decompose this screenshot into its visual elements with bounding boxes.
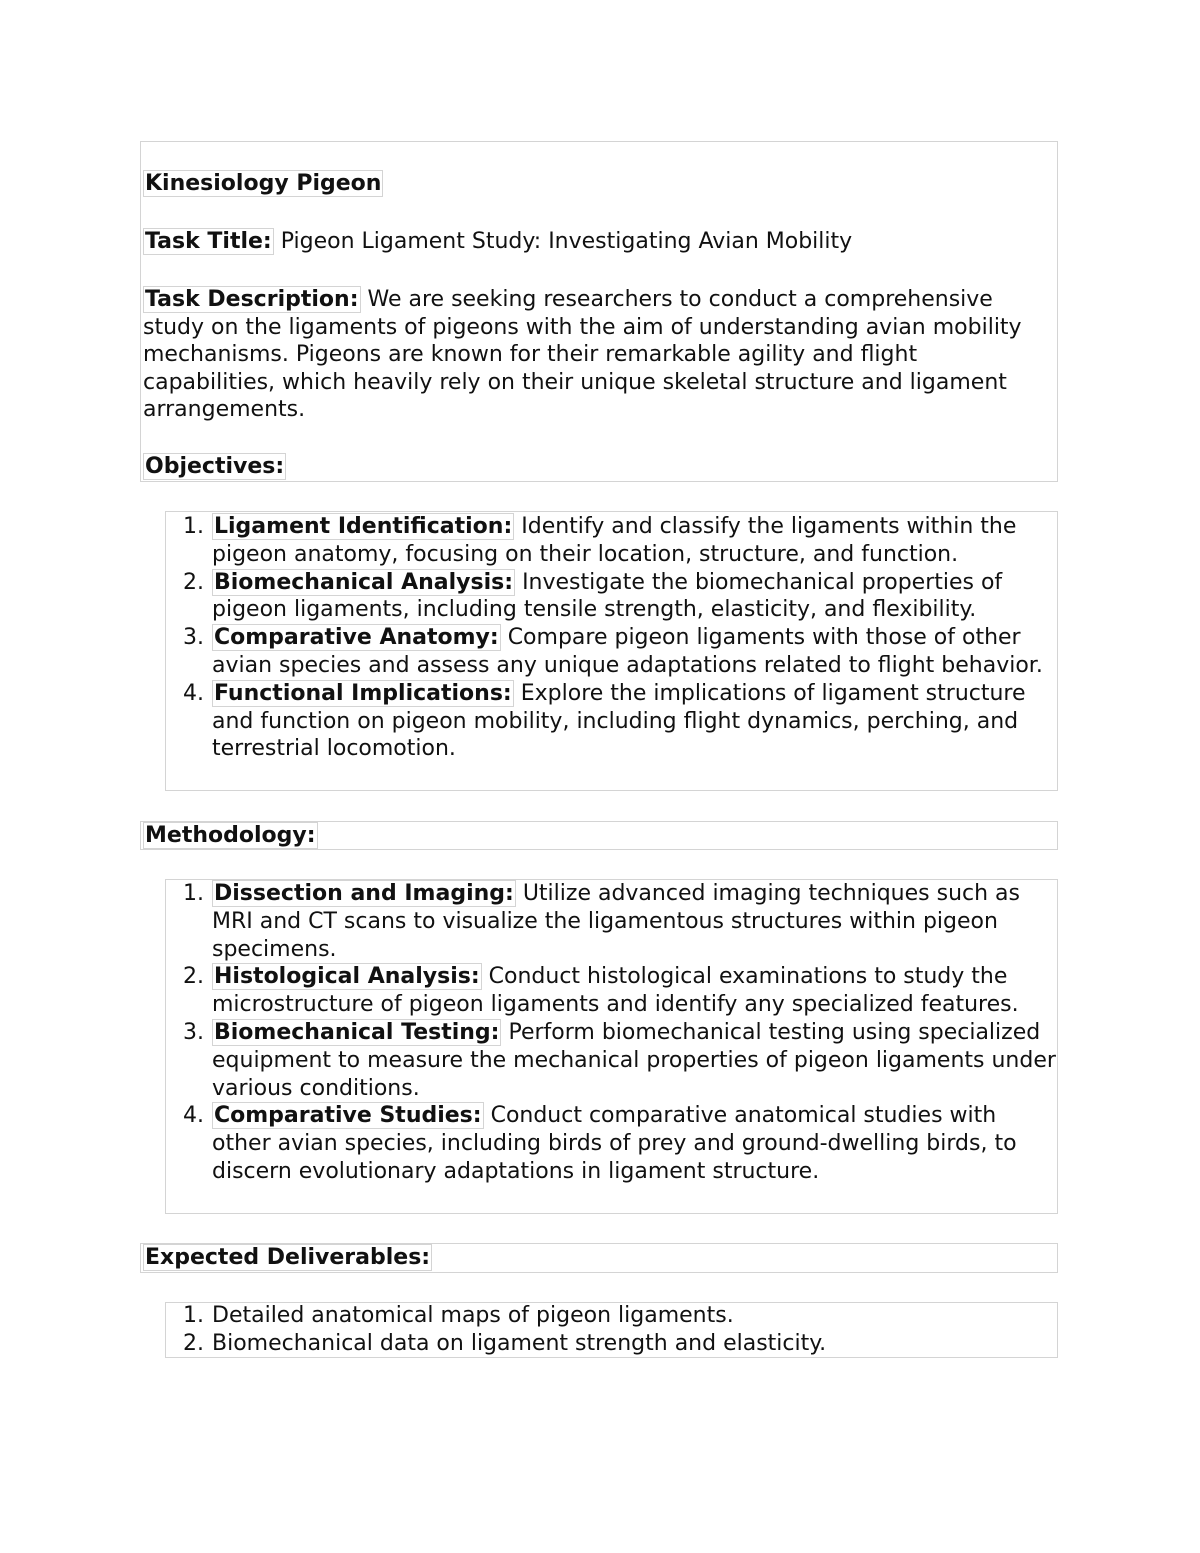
methodology-item [183, 1019, 1058, 1102]
methodology-text: Conduct histological examinations to study the microstructure of pigeon ligaments and identify any specialized features. [212, 964, 1019, 1018]
list-number: 2. [183, 569, 204, 595]
task-title-label: Task Title: [145, 229, 272, 254]
methodology-item [183, 880, 1058, 963]
methodology-item [183, 963, 1058, 1019]
list-number: 1. [183, 1303, 204, 1328]
objective-text: Explore the implications of ligament structure and function on pigeon mobility, including flight dynamics, perching, and terrestrial locomotion. [212, 680, 1026, 762]
objective-label: Biomechanical Analysis: [214, 569, 514, 595]
objective-item [183, 624, 1058, 680]
deliverables-list [165, 1302, 1058, 1358]
document-title-text: Kinesiology Pigeon [145, 171, 382, 196]
methodology-heading [143, 822, 1055, 850]
deliverable-item [183, 1302, 1058, 1330]
task-title-line [143, 228, 1055, 256]
objectives-list [165, 513, 1058, 763]
list-number: 4. [183, 1103, 204, 1129]
methodology-text: Conduct comparative anatomical studies with other avian species, including birds of prey and ground-dwelling birds, to discern evolutionary adaptations in ligament structure. [212, 1103, 1017, 1184]
deliverable-item [183, 1330, 1058, 1358]
objectives-heading [143, 453, 1055, 481]
list-number: 1. [183, 514, 204, 539]
objective-text: Identify and classify the ligaments within the pigeon anatomy, focusing on their location, structure, and function. [212, 514, 1017, 567]
task-description-label: Task Description: [145, 287, 359, 312]
objectives-heading-text: Objectives: [145, 454, 285, 479]
task-description [143, 286, 1055, 424]
methodology-heading-text: Methodology: [145, 823, 316, 848]
methodology-label: Biomechanical Testing: [214, 1019, 500, 1045]
deliverables-heading [143, 1244, 1055, 1272]
list-number: 3. [183, 1019, 204, 1045]
list-number: 2. [183, 964, 204, 990]
methodology-label: Dissection and Imaging: [214, 881, 514, 906]
task-description-text: We are seeking researchers to conduct a comprehensive study on the ligaments of pigeons with the aim of understanding avian mobility mechanisms. Pigeons are known for their remarkable agility and flight capabilities, which heavily rely on their unique skeletal structure and ligament arrangements. [143, 287, 1022, 422]
objective-item [183, 569, 1058, 625]
objective-label: Comparative Anatomy: [214, 625, 499, 651]
methodology-label: Comparative Studies: [214, 1103, 482, 1129]
deliverables-heading-text: Expected Deliverables: [145, 1245, 431, 1270]
methodology-item [183, 1102, 1058, 1185]
objective-label: Ligament Identification: [214, 514, 513, 539]
objective-item [183, 513, 1058, 569]
document-title [143, 170, 1055, 198]
list-number: 3. [183, 625, 204, 651]
objective-text: Compare pigeon ligaments with those of other avian species and assess any unique adaptations related to flight behavior. [212, 625, 1043, 678]
objective-item [183, 680, 1058, 763]
objective-text: Investigate the biomechanical properties of pigeon ligaments, including tensile strength, elasticity, and flexibility. [212, 569, 1003, 623]
list-number: 2. [183, 1330, 204, 1356]
methodology-list [165, 880, 1058, 1186]
methodology-text: Utilize advanced imaging techniques such as MRI and CT scans to visualize the ligamentous structures within pigeon specimens. [212, 881, 1020, 962]
list-number: 1. [183, 881, 204, 906]
methodology-label: Histological Analysis: [214, 964, 480, 990]
deliverable-text: Biomechanical data on ligament strength and elasticity. [212, 1330, 827, 1356]
list-number: 4. [183, 680, 204, 706]
objective-label: Functional Implications: [214, 680, 512, 706]
deliverable-text: Detailed anatomical maps of pigeon ligaments. [212, 1303, 734, 1328]
task-title-value: Pigeon Ligament Study: Investigating Avian Mobility [280, 229, 853, 254]
methodology-text: Perform biomechanical testing using specialized equipment to measure the mechanical properties of pigeon ligaments under various conditions. [212, 1019, 1056, 1101]
